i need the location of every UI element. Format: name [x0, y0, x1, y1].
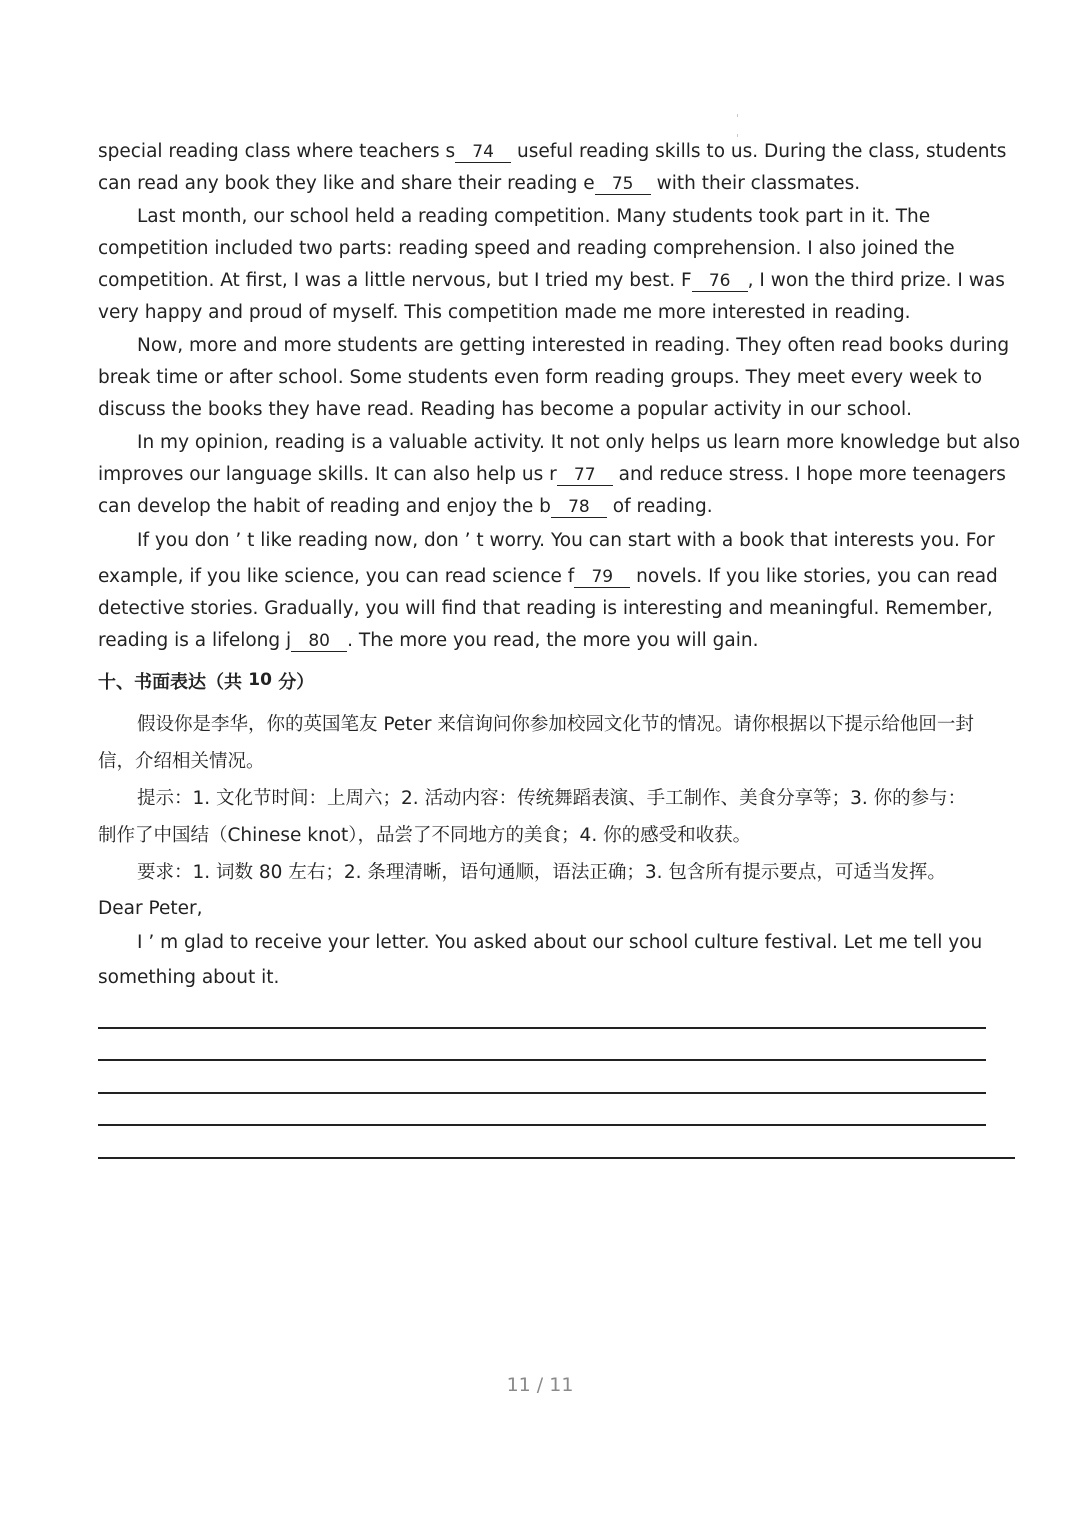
passage-line	[98, 172, 860, 196]
passage-text: can develop the habit of reading and enjoy the b	[98, 496, 551, 517]
passage-line	[98, 269, 1005, 293]
passage-line: break time or after school. Some students even form reading groups. They meet every week to	[98, 367, 983, 388]
writing-line[interactable]	[98, 1027, 986, 1029]
letter-line: something about it.	[98, 967, 280, 988]
answer-blank-74[interactable]: 74	[455, 142, 511, 163]
hint-line: 提示：1. 文化节时间：上周六；2. 活动内容：传统舞蹈表演、手工制作、美食分享等；3. 你的参与：	[137, 788, 967, 809]
heading-score: 10	[248, 670, 272, 690]
passage-line	[98, 463, 1006, 487]
passage-text: reading is a lifelong j	[98, 630, 292, 651]
writing-line[interactable]	[98, 1059, 986, 1061]
passage-text: competition. At first, I was a little nervous, but I tried my best. F	[98, 270, 692, 291]
passage-line	[98, 140, 1006, 164]
answer-blank-78[interactable]: 78	[551, 497, 607, 518]
passage-text: improves our language skills. It can also help us r	[98, 464, 557, 485]
answer-blank-76[interactable]: 76	[692, 271, 748, 292]
passage-line: discuss the books they have read. Reading has become a popular activity in our school.	[98, 399, 913, 420]
passage-line: detective stories. Gradually, you will find that reading is interesting and meaningful. Remember,	[98, 598, 993, 619]
letter-salutation: Dear Peter,	[98, 898, 203, 919]
passage-text: and reduce stress. I hope more teenagers	[612, 464, 1006, 485]
scan-speck	[737, 114, 738, 117]
passage-line: Last month, our school held a reading competition. Many students took part in it. The	[137, 206, 931, 227]
passage-text: example, if you like science, you can read science f	[98, 566, 575, 587]
answer-blank-79[interactable]: 79	[574, 567, 630, 588]
answer-blank-75[interactable]: 75	[595, 174, 651, 195]
answer-blank-77[interactable]: 77	[557, 465, 613, 486]
passage-text: special reading class where teachers s	[98, 141, 456, 162]
passage-line: competition included two parts: reading speed and reading comprehension. I also joined the	[98, 238, 955, 259]
passage-text: , I won the third prize. I was	[747, 270, 1005, 291]
passage-line: If you don ’ t like reading now, don ’ t worry. You can start with a book that interests you. For	[137, 530, 995, 551]
passage-line: very happy and proud of myself. This competition made me more interested in reading.	[98, 302, 911, 323]
section-heading	[98, 671, 314, 695]
prompt-line: 假设你是李华，你的英国笔友 Peter 来信询问你参加校园文化节的情况。请你根据以下提示给他回一封	[137, 714, 974, 735]
passage-text: can read any book they like and share their reading e	[98, 173, 595, 194]
passage-line: Now, more and more students are getting interested in reading. They often read books during	[137, 335, 1010, 356]
passage-text: novels. If you like stories, you can read	[630, 566, 998, 587]
hint-line: 制作了中国结（Chinese knot），品尝了不同地方的美食；4. 你的感受和收获。	[98, 825, 752, 846]
passage-line	[98, 629, 758, 653]
passage-line	[98, 565, 998, 589]
passage-text: . The more you read, the more you will gain.	[347, 630, 759, 651]
requirement-line: 要求：1. 词数 80 左右；2. 条理清晰，语句通顺，语法正确；3. 包含所有提示要点，可适当发挥。	[137, 862, 946, 883]
letter-line: I ’ m glad to receive your letter. You asked about our school culture festival. Let me tell you	[137, 932, 983, 953]
writing-line[interactable]	[98, 1124, 986, 1126]
heading-text: 十、书面表达（共	[98, 672, 249, 693]
passage-line: In my opinion, reading is a valuable activity. It not only helps us learn more knowledge but also	[137, 432, 1021, 453]
prompt-line: 信，介绍相关情况。	[98, 751, 265, 772]
heading-text: 分）	[271, 672, 315, 693]
page-number: 11 / 11	[506, 1374, 574, 1396]
passage-line	[98, 495, 713, 519]
writing-line[interactable]	[98, 1157, 1015, 1159]
passage-text: useful reading skills to us. During the class, students	[511, 141, 1007, 162]
scan-speck	[737, 134, 738, 137]
passage-text: of reading.	[606, 496, 713, 517]
answer-blank-80[interactable]: 80	[291, 631, 347, 652]
passage-text: with their classmates.	[650, 173, 861, 194]
writing-line[interactable]	[98, 1092, 986, 1094]
